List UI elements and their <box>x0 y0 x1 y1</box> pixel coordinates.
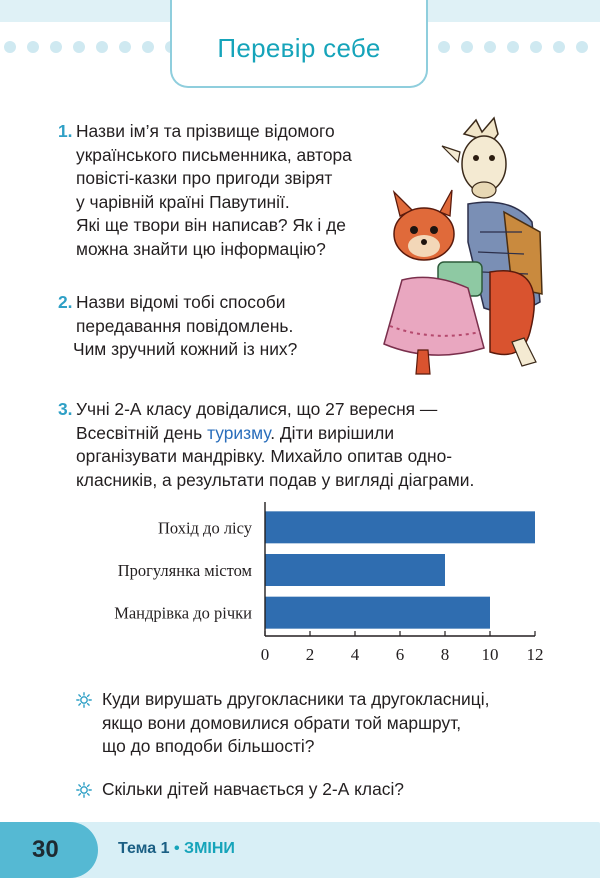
title-tab <box>170 0 428 88</box>
task-text: Всесвітній день <box>76 422 208 443</box>
chart-category-label: Прогулянка містом <box>117 561 252 580</box>
animals-illustration <box>372 112 562 380</box>
task-line: організувати мандрівку. Михайло опитав одно- <box>76 446 453 467</box>
task-line: Назви ім’я та прізвище відомого <box>76 121 335 141</box>
chart-x-tick-label: 12 <box>526 645 544 664</box>
task-line <box>76 422 474 446</box>
question-line: Скільки дітей навчається у 2-А класі? <box>102 779 404 799</box>
task-line: Назви відомі тобі способи <box>76 292 286 312</box>
task-line: класників, а результати подав у вигляді діаграми. <box>76 469 475 490</box>
chart-bar <box>265 554 445 586</box>
sun-icon <box>76 692 92 708</box>
task-number: 2. <box>58 292 73 312</box>
chart-bar <box>265 511 535 543</box>
question-line: якщо вони домовилися обрати той маршрут, <box>102 712 462 733</box>
chart-x-tick-label: 0 <box>260 645 270 664</box>
page-number-box <box>0 822 98 878</box>
task-text: . Діти вирішили <box>270 422 395 443</box>
question-line: Куди вирушать другокласники та другокласниці, <box>102 689 490 709</box>
topic-name: ЗМІНИ <box>184 840 235 857</box>
question-line: що до вподоби більшості? <box>102 736 315 757</box>
task-line: Чим зручний кожний із них? <box>73 339 298 360</box>
topic-separator: • <box>173 840 180 857</box>
glossary-link-tourism[interactable]: туризму <box>207 422 271 443</box>
task-line: Учні 2-А класу довідалися, що 27 вересня — <box>76 399 438 419</box>
dot-row-right <box>438 41 588 55</box>
survey-bar-chart <box>70 500 560 670</box>
task-number: 3. <box>58 399 73 419</box>
chart-x-tick-label: 4 <box>350 645 360 664</box>
task-line: передавання повідомлень. <box>76 315 294 336</box>
chart-category-label: Похід до лісу <box>157 518 252 538</box>
chart-x-tick-label: 8 <box>440 645 450 664</box>
task-line: можна знайти цю інформацію? <box>76 238 326 259</box>
chart-bar <box>265 597 490 629</box>
chart-x-tick-label: 6 <box>395 645 405 664</box>
page-title: Перевір себе <box>217 33 381 63</box>
chart-x-tick-label: 10 <box>481 645 499 664</box>
page-number: 30 <box>32 836 59 863</box>
animals-illustration-image <box>372 112 562 380</box>
chart-x-tick-label: 2 <box>305 645 315 664</box>
sun-icon <box>76 782 92 798</box>
task-number: 1. <box>58 121 73 141</box>
task-line: українського письменника, автора <box>76 144 352 165</box>
task-line: Які ще твори він написав? Як і де <box>76 215 346 236</box>
topic-label: Тема 1 <box>118 840 170 857</box>
chart-svg <box>70 500 560 670</box>
chart-category-label: Мандрівка до річки <box>114 603 252 623</box>
page-footer <box>0 822 600 878</box>
footer-topic <box>118 840 235 858</box>
task-line: у чарівній країні Павутинії. <box>76 191 290 212</box>
task-line: повісті-казки про пригоди звірят <box>76 168 333 189</box>
